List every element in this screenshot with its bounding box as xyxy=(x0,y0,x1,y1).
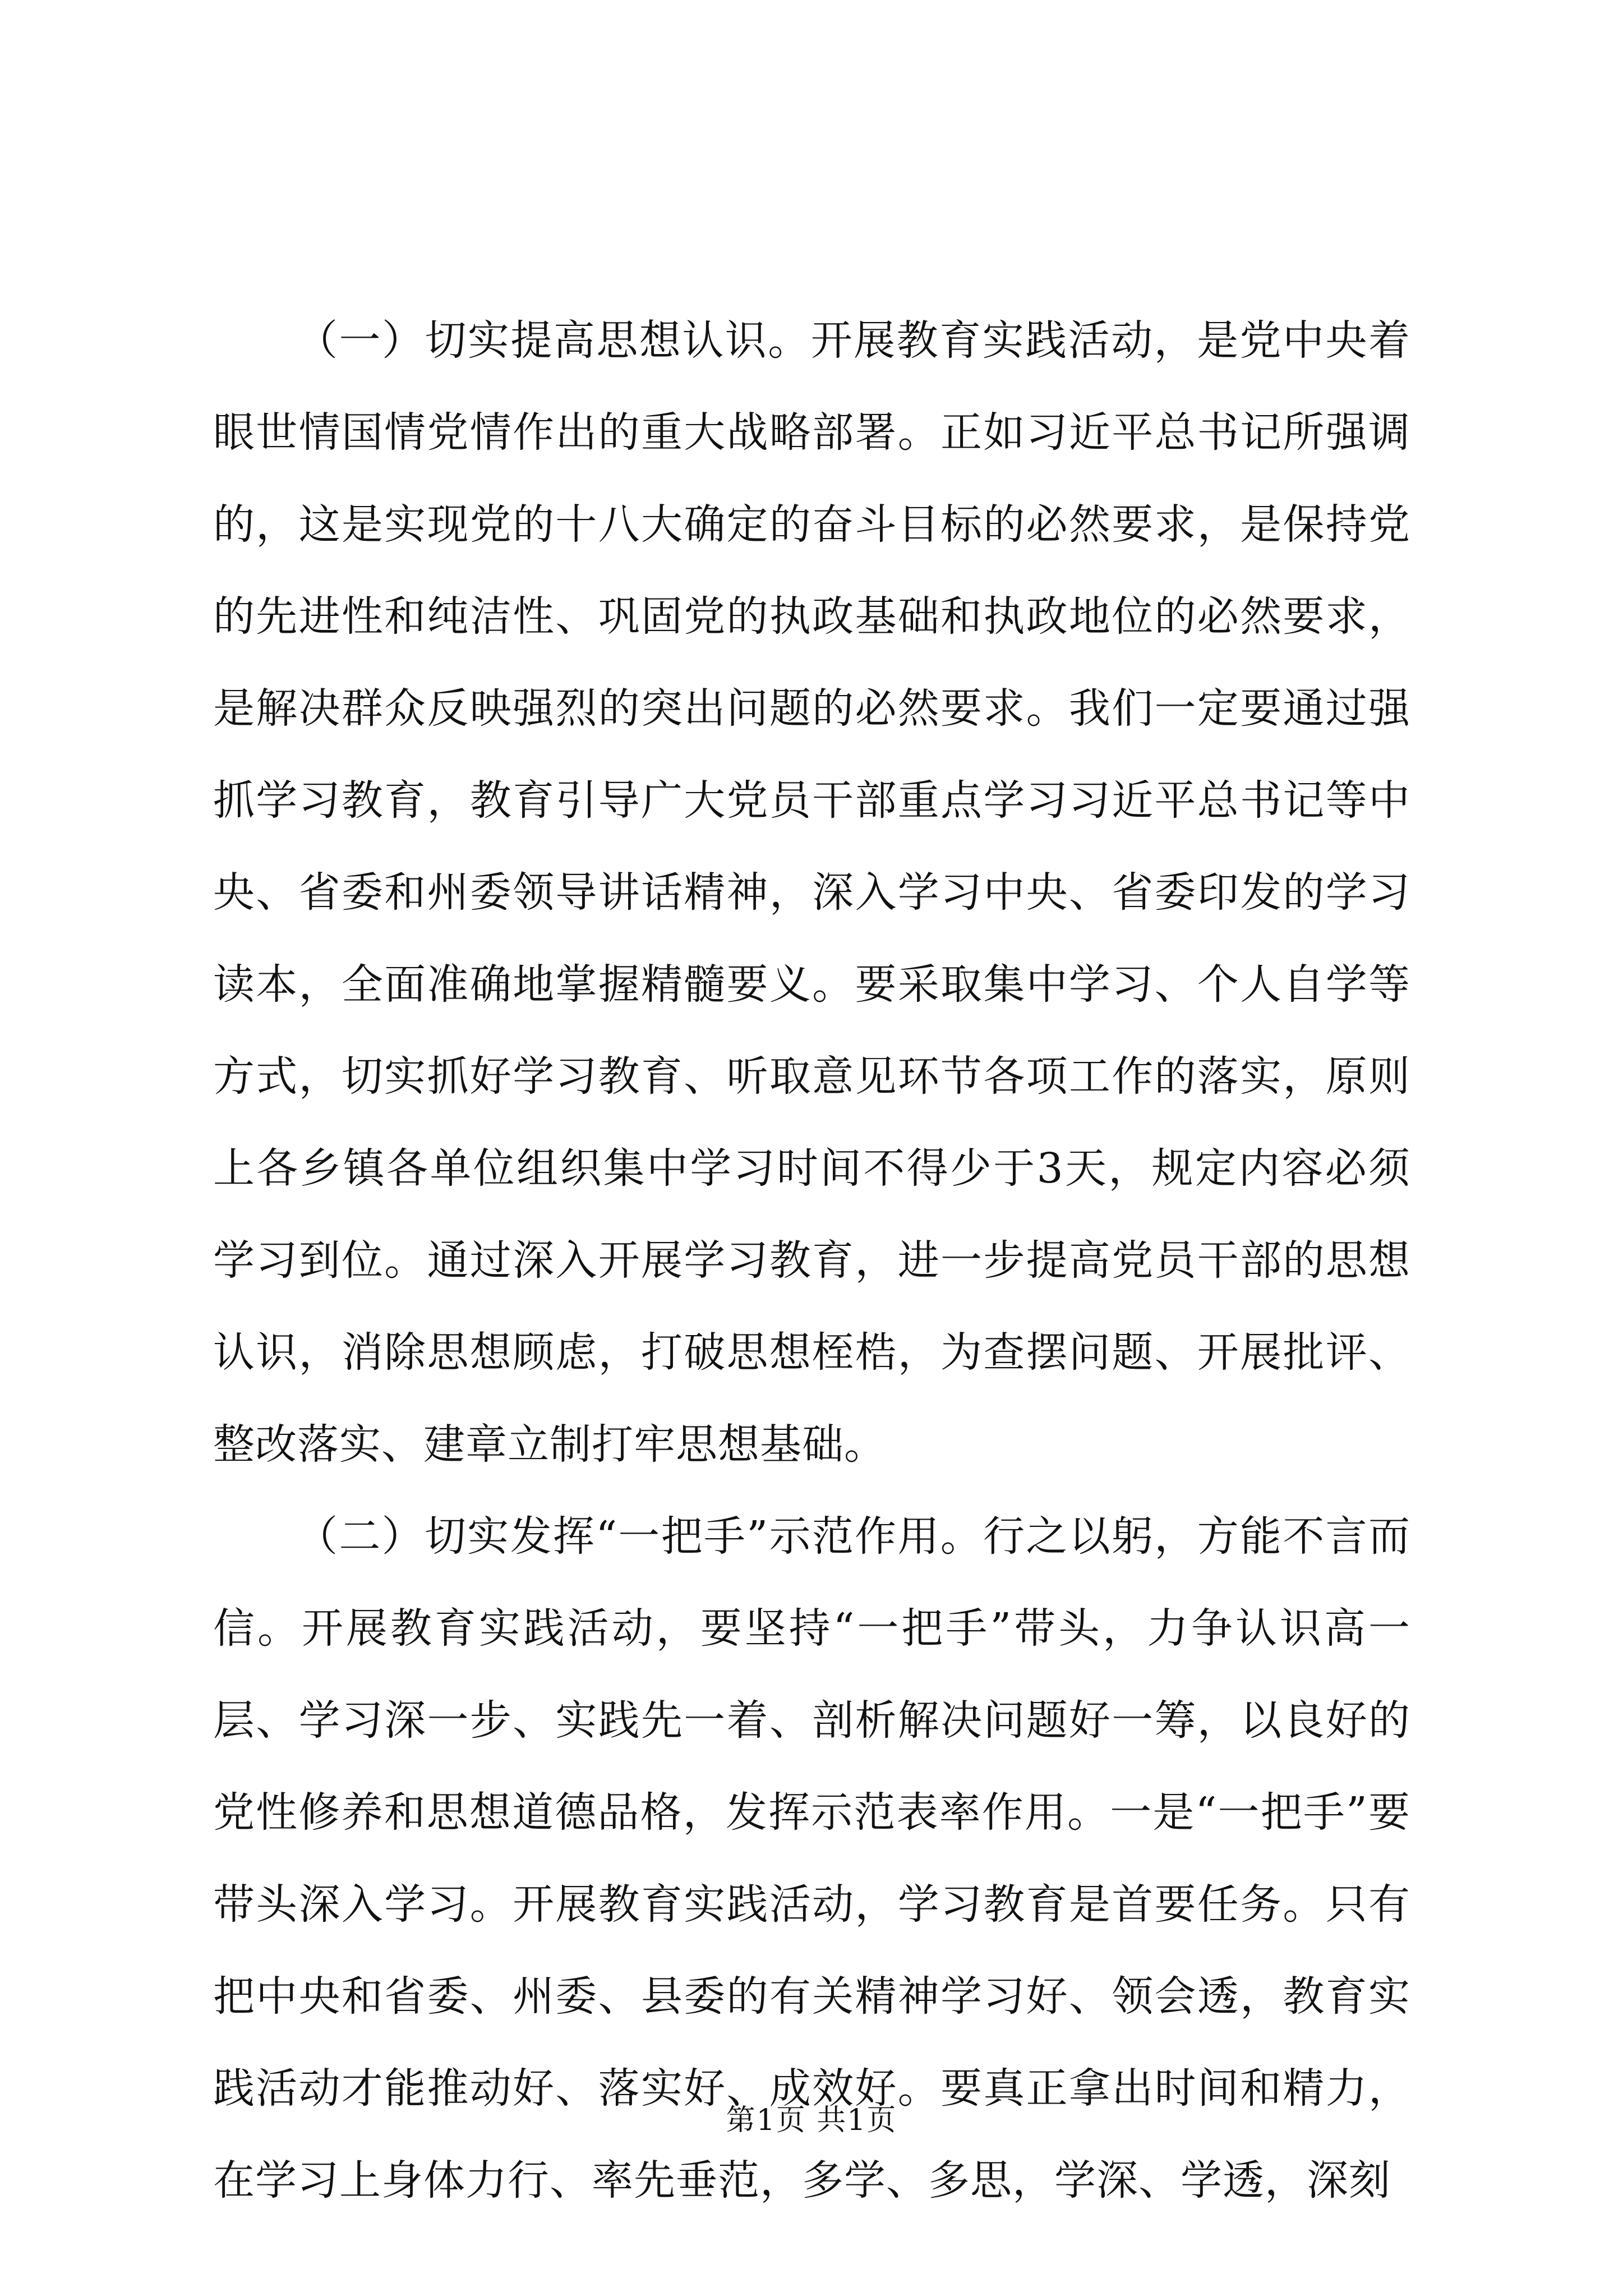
paragraph-2: （二）切实发挥“一把手”示范作用。行之以躬，方能不言而信。开展教育实践活动，要坚持“一把手”带头，力争认识高一层、学习深一步、实践先一着、剖析解决问题好一筹，以良好的党性修养和思想道德品格，发挥示范表率作用。一是“一把手”要带头深入学习。开展教育实践活动，学习教育是首要任务。只有把中央和省委、州委、县委的有关精神学习好、领会透，教育实践活动才能推动好、落实好、成效好。要真正拿出时间和精力，在学习上身体力行、率先垂范，多学、多思，学深、学透，深刻 xyxy=(213,1512,1410,2205)
paragraph-1: （一）切实提高思想认识。开展教育实践活动，是党中央着眼世情国情党情作出的重大战略部署。正如习近平总书记所强调的，这是实现党的十八大确定的奋斗目标的必然要求，是保持党的先进性和纯洁性、巩固党的执政基础和执政地位的必然要求，是解决群众反映强烈的突出问题的必然要求。我们一定要通过强抓学习教育，教育引导广大党员干部重点学习习近平总书记等中央、省委和州委领导讲话精神，深入学习中央、省委印发的学习读本，全面准确地掌握精髓要义。要采取集中学习、个人自学等方式，切实抓好学习教育、听取意见环节各项工作的落实，原则上各乡镇各单位组织集中学习时间不得少于3天，规定内容必须学习到位。通过深入开展学习教育，进一步提高党员干部的思想认识，消除思想顾虑，打破思想桎梏，为查摆问题、开展批评、整改落实、建章立制打牢思想基础。 xyxy=(213,316,1410,1469)
page-footer: 第1页 共1页 xyxy=(726,2104,897,2137)
document-body xyxy=(213,295,1410,2226)
